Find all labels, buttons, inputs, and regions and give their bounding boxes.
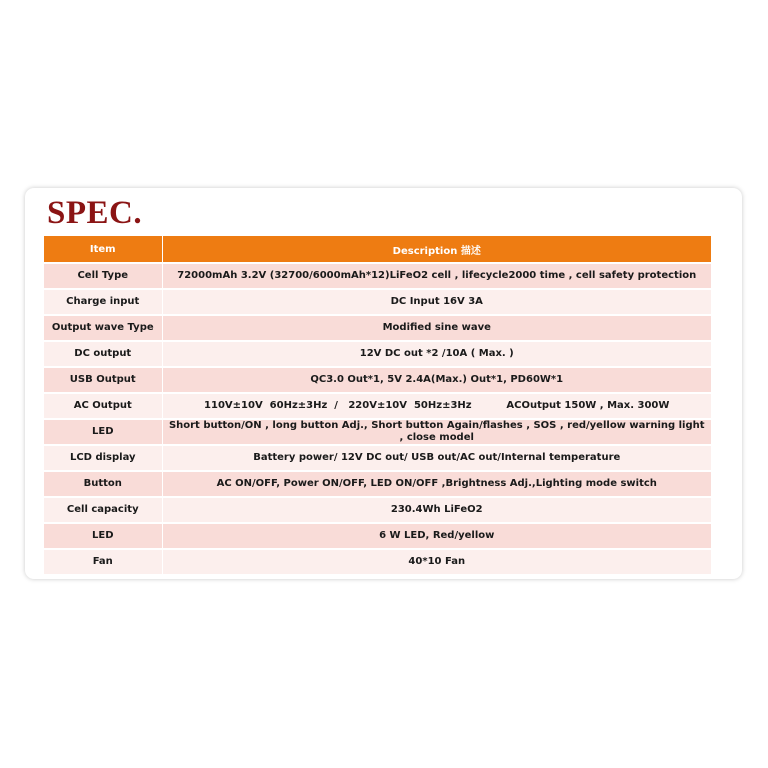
table-row [44,289,711,315]
row-description: Modified sine wave [162,315,711,341]
row-description: QC3.0 Out*1, 5V 2.4A(Max.) Out*1, PD60W*1 [162,367,711,393]
table-row [44,341,711,367]
table-row [44,471,711,497]
row-item: Cell capacity [44,497,162,523]
row-item: LCD display [44,445,162,471]
row-description: Battery power/ 12V DC out/ USB out/AC out/Internal temperature [162,445,711,471]
row-item: Charge input [44,289,162,315]
row-item: Cell Type [44,263,162,289]
row-description: 12V DC out *2 /10A ( Max. ) [162,341,711,367]
table-row [44,367,711,393]
row-description: 40*10 Fan [162,549,711,574]
row-description: 110V±10V 60Hz±3Hz / 220V±10V 50Hz±3Hz ACOutput 150W , Max. 300W [162,393,711,419]
row-item: LED [44,523,162,549]
row-item: AC Output [44,393,162,419]
row-description: Short button/ON , long button Adj., Short button Again/flashes , SOS , red/yellow warning light , close model [162,419,711,445]
page-title: SPEC. [47,195,143,231]
table-row [44,419,711,445]
row-description: 6 W LED, Red/yellow [162,523,711,549]
table-row [44,315,711,341]
table-row [44,523,711,549]
row-item: DC output [44,341,162,367]
row-item: Button [44,471,162,497]
row-item: LED [44,419,162,445]
table-row [44,549,711,574]
table-row [44,445,711,471]
row-description: DC Input 16V 3A [162,289,711,315]
row-description: AC ON/OFF, Power ON/OFF, LED ON/OFF ,Brightness Adj.,Lighting mode switch [162,471,711,497]
row-description: 230.4Wh LiFeO2 [162,497,711,523]
table-row [44,497,711,523]
row-item: Fan [44,549,162,574]
spec-table [44,236,711,574]
table-row [44,263,711,289]
row-description: 72000mAh 3.2V (32700/6000mAh*12)LiFeO2 cell , lifecycle2000 time , cell safety protection [162,263,711,289]
table-row [44,393,711,419]
row-item: Output wave Type [44,315,162,341]
table-header-row [44,236,711,263]
header-description: Description 描述 [162,236,711,263]
row-item: USB Output [44,367,162,393]
header-item: Item [44,236,162,263]
